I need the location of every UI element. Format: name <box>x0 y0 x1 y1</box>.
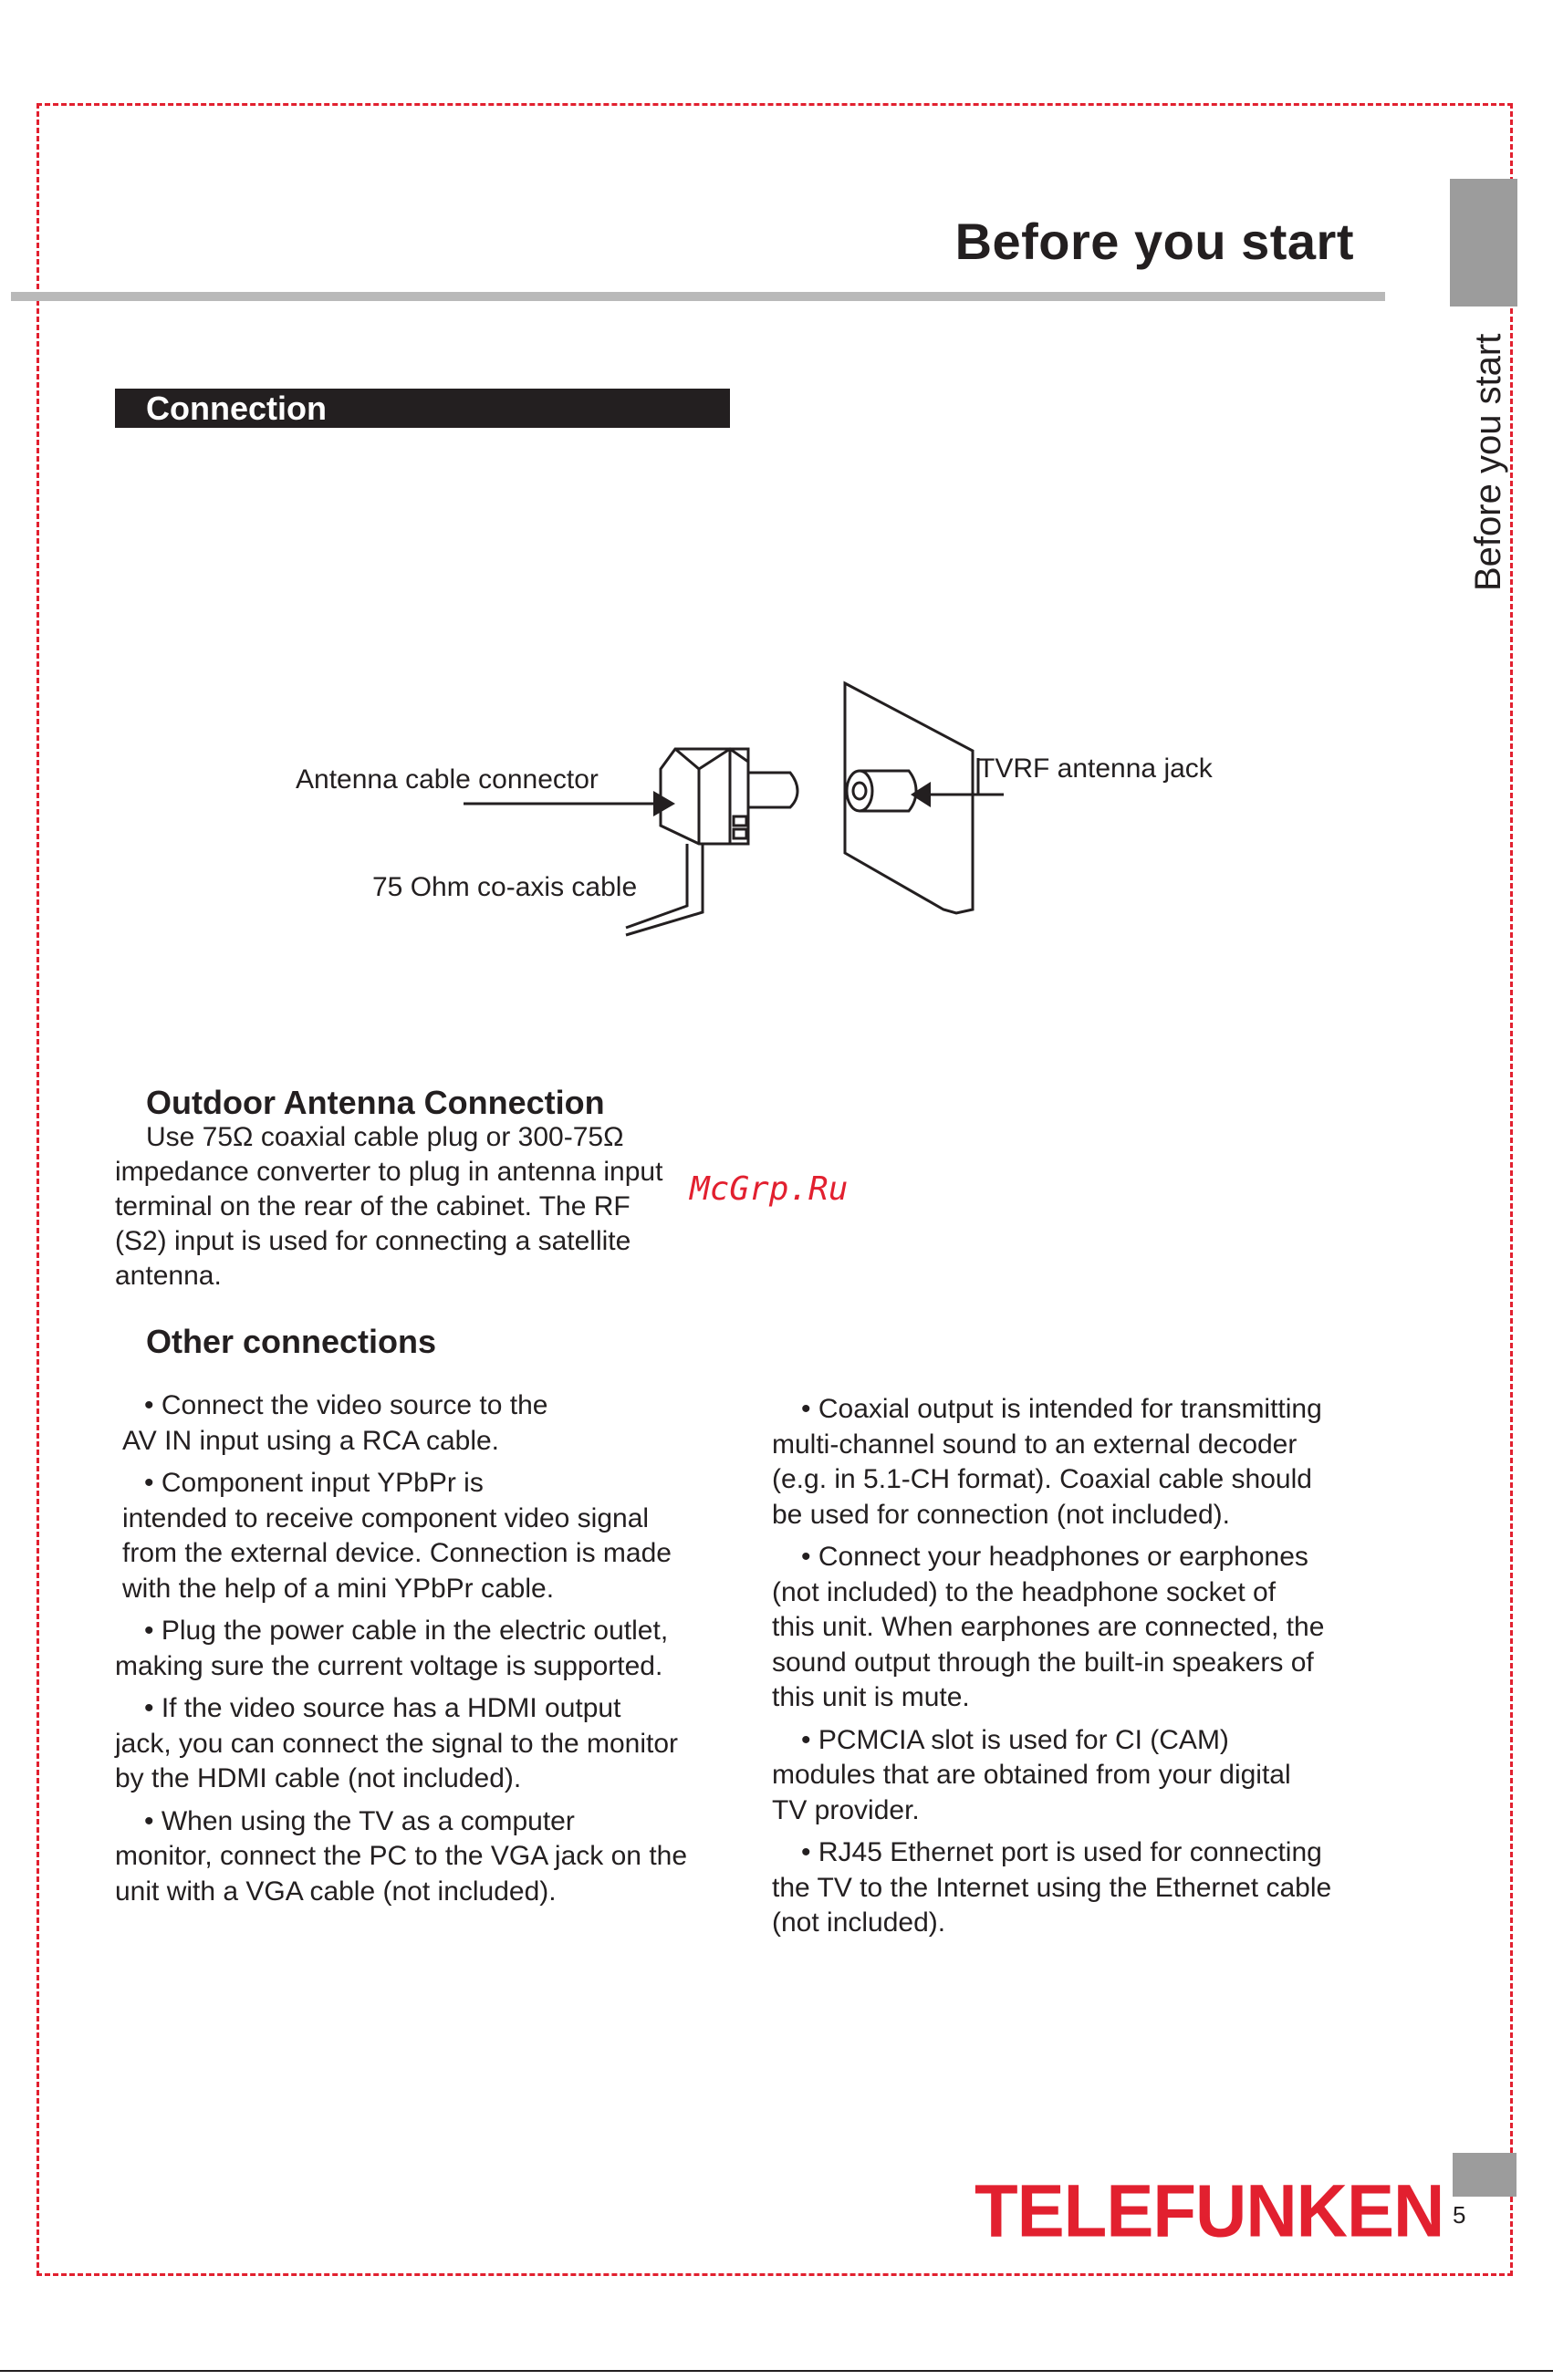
text-line: (e.g. in 5.1-CH format). Coaxial cable should <box>772 1464 1312 1494</box>
side-tab-marker <box>1450 179 1517 307</box>
text-line: this unit. When earphones are connected, the <box>772 1612 1325 1642</box>
connector-top <box>699 749 748 769</box>
antenna-jack-rim <box>847 771 872 811</box>
telefunken-logo: TELEFUNKEN <box>975 2167 1444 2253</box>
text-line: modules that are obtained from your digital <box>772 1760 1291 1790</box>
connector-arrow-icon <box>653 791 675 816</box>
text-line: monitor, connect the PC to the VGA jack on the <box>115 1841 688 1871</box>
text-line: be used for connection (not included). <box>772 1499 1230 1530</box>
text-line: (S2) input is used for connecting a satellite <box>115 1226 631 1256</box>
text-line: • Connect your headphones or earphones <box>801 1542 1308 1572</box>
list-item <box>115 1466 754 1606</box>
list-item <box>115 1614 754 1684</box>
text-line: (not included). <box>772 1907 946 1938</box>
text-line: TV provider. <box>772 1794 920 1825</box>
label-antenna-cable-connector: Antenna cable connector <box>296 764 599 795</box>
text-line: intended to receive component video signal <box>122 1502 650 1533</box>
label-coax-cable: 75 Ohm co-axis cable <box>372 872 638 902</box>
text-line: • PCMCIA slot is used for CI (CAM) <box>801 1724 1229 1755</box>
text-line: • Component input YPbPr is <box>144 1468 484 1498</box>
text-line: • Plug the power cable in the electric outlet, <box>144 1616 669 1646</box>
list-item <box>115 1388 754 1459</box>
text-line: (not included) to the headphone socket of <box>772 1576 1277 1607</box>
list-item <box>115 1691 754 1797</box>
section-heading-connection: Connection <box>115 389 730 428</box>
list-item <box>772 1540 1411 1716</box>
list-item <box>115 1804 754 1910</box>
label-tvrf-antenna-jack: TVRF antenna jack <box>978 753 1213 784</box>
text-line: by the HDMI cable (not included). <box>115 1763 522 1793</box>
text-line: • Connect the video source to the <box>144 1390 548 1420</box>
text-line: with the help of a mini YPbPr cable. <box>122 1573 555 1604</box>
outdoor-antenna-heading: Outdoor Antenna Connection <box>146 1084 605 1121</box>
text-line: from the external device. Connection is made <box>122 1538 672 1568</box>
text-line: this unit is mute. <box>772 1682 970 1712</box>
page-number-tab <box>1453 2153 1517 2197</box>
list-item <box>772 1723 1411 1829</box>
list-item <box>772 1835 1411 1941</box>
header-rule <box>11 292 1385 301</box>
text-line: the TV to the Internet using the Ethernet cable <box>772 1872 1332 1903</box>
side-tab-text: Before you start <box>1468 333 1508 591</box>
text-line: impedance converter to plug in antenna input <box>115 1157 663 1187</box>
list-item <box>772 1392 1411 1533</box>
watermark: McGrp.Ru <box>690 1170 849 1208</box>
text-line: Use 75Ω coaxial cable plug or 300-75Ω <box>146 1122 624 1152</box>
text-line: AV IN input using a RCA cable. <box>122 1425 499 1456</box>
page-title: Before you start <box>954 213 1354 270</box>
connector-pin <box>748 773 797 807</box>
cable-line-2 <box>626 844 703 935</box>
page-bottom-edge <box>0 2370 1553 2372</box>
text-line: jack, you can connect the signal to the monitor <box>115 1728 679 1759</box>
other-connections-right-column <box>772 1392 1411 1949</box>
page-number: 5 <box>1453 2201 1466 2229</box>
text-line: sound output through the built-in speakers of <box>772 1647 1314 1678</box>
other-connections-heading: Other connections <box>146 1323 437 1360</box>
text-line: multi-channel sound to an external decoder <box>772 1429 1298 1460</box>
other-connections-left-column <box>115 1388 754 1917</box>
text-line: • If the video source has a HDMI output <box>144 1693 621 1723</box>
text-line: making sure the current voltage is supported. <box>115 1650 663 1681</box>
outdoor-antenna-text <box>115 1120 735 1294</box>
text-line: terminal on the rear of the cabinet. The RF <box>115 1191 631 1221</box>
text-line: • RJ45 Ethernet port is used for connecting <box>801 1837 1322 1867</box>
connector-edge <box>675 749 699 844</box>
text-line: unit with a VGA cable (not included). <box>115 1876 557 1907</box>
text-line: • Coaxial output is intended for transmitting <box>801 1394 1322 1424</box>
text-line: • When using the TV as a computer <box>144 1805 575 1836</box>
antenna-connection-diagram <box>274 670 1004 944</box>
text-line: antenna. <box>115 1261 222 1291</box>
